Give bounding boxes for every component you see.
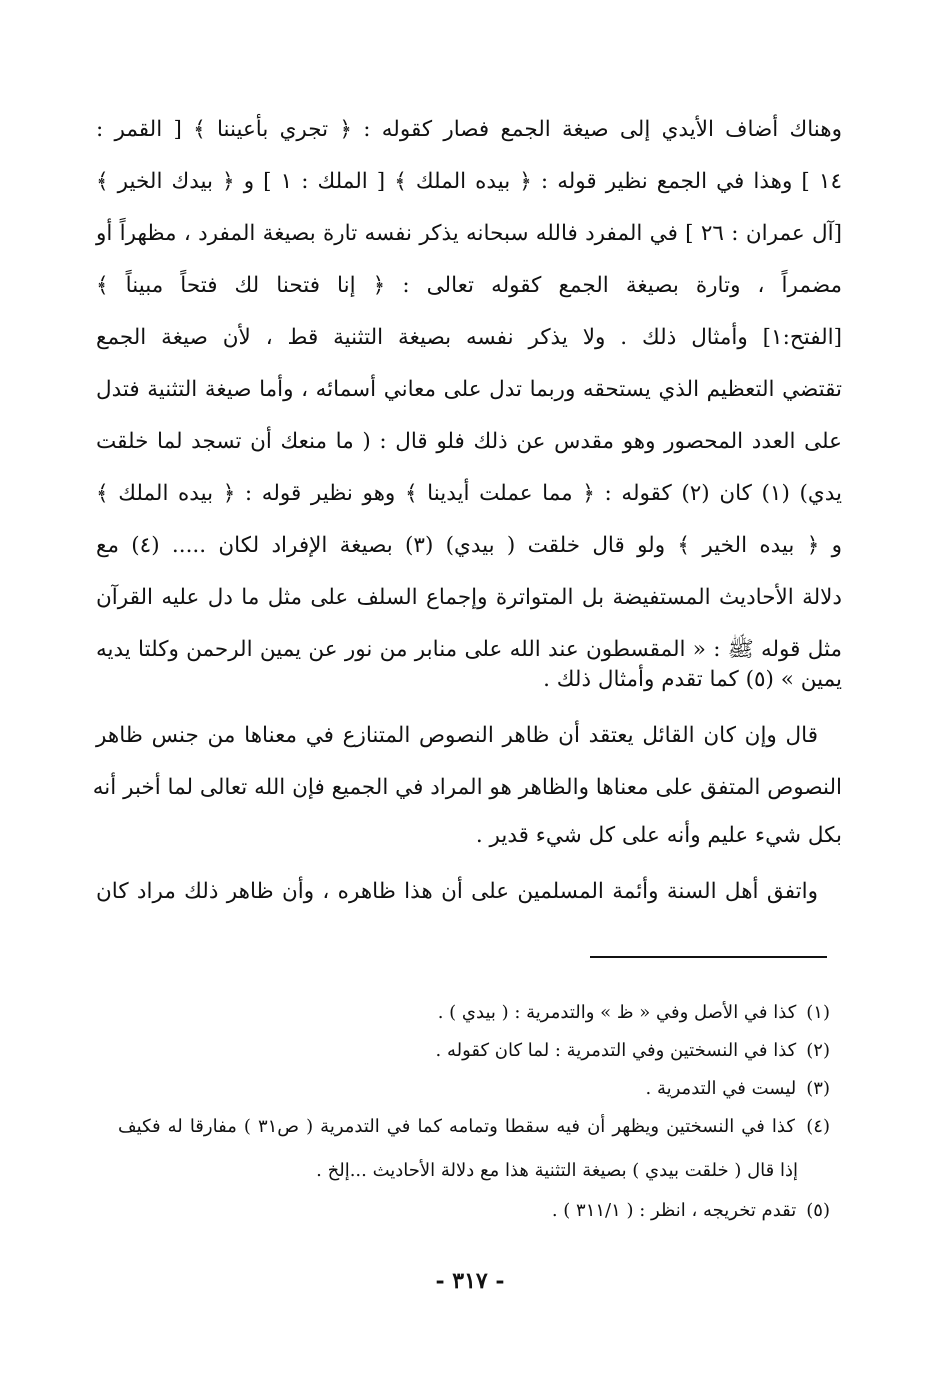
footnote	[118, 1034, 830, 1068]
text-line: واتفق أهل السنة وأئمة المسلمين على أن هذا ظاهره ، وأن ظاهر ذلك مراد كان	[96, 879, 818, 904]
footnote-divider	[590, 956, 827, 958]
footnote-number: (٤)	[806, 1116, 830, 1137]
text-line: وهناك أضاف الأيدي إلى صيغة الجمع فصار كقوله : ﴿ تجري بأعيننا ﴾ [ القمر :	[96, 117, 842, 142]
footnote-continuation: إذا قال ( خلقت بيدي ) بصيغة التثنية هذا مع دلالة الأحاديث ...إلخ .	[316, 1160, 798, 1181]
footnote-text: تقدم تخريجه ، انظر : ( ٣١١/١ ) .	[551, 1200, 797, 1221]
footnote-text: كذا في النسختين ويظهر أن فيه سقطا وتمامه كما في التدمرية ( ص٣١ ) مفارقا له فكيف	[118, 1116, 795, 1137]
footnote	[118, 1072, 830, 1106]
footnote-text: ليست في التدمرية .	[645, 1078, 797, 1099]
footnote-number: (١)	[806, 1002, 830, 1023]
footnote-text: كذا في الأصل وفي « ظ » والتدمرية : ( بيدي ) .	[437, 1002, 797, 1023]
page-number: - ٣١٧ -	[435, 1268, 505, 1294]
text-line: بكل شيء عليم وأنه على كل شيء قدير .	[475, 823, 842, 848]
footnote-number: (٥)	[806, 1200, 830, 1221]
footnote	[118, 996, 830, 1030]
text-line: [الفتح:١] وأمثال ذلك . ولا يذكر نفسه بصيغة التثنية قط ، لأن صيغة الجمع	[96, 325, 842, 350]
text-line: مضمراً ، وتارة بصيغة الجمع كقوله تعالى : ﴿ إنا فتحنا لك فتحاً مبيناً ﴾	[96, 273, 842, 298]
footnote	[118, 1194, 830, 1228]
text-line: مثل قوله ﷺ : « المقسطون عند الله على منابر من نور عن يمين الرحمن وكلتا يديه	[96, 637, 842, 662]
footnote	[118, 1110, 830, 1144]
text-line: على العدد المحصور وهو مقدس عن ذلك فلو قال : ( ما منعك أن تسجد لما خلقت	[96, 429, 842, 454]
text-line: [آل عمران : ٢٦ ] في المفرد فالله سبحانه يذكر نفسه تارة بصيغة المفرد ، مظهراً أو	[96, 221, 842, 246]
text-line: النصوص المتفق على معناها والظاهر هو المراد في الجميع فإن الله تعالى لما أخبر أنه	[92, 775, 842, 800]
footnote-number: (٣)	[806, 1078, 830, 1099]
footnote-text: كذا في النسختين وفي التدمرية : لما كان كقوله .	[435, 1040, 797, 1061]
text-line: قال وإن كان القائل يعتقد أن ظاهر النصوص المتنازع في معناها من جنس ظاهر	[96, 723, 818, 748]
text-line: و ﴿ بيده الخير ﴾ ولو قال خلقت ( بيدي) (٣) بصيغة الإفراد لكان ..... (٤) مع	[96, 533, 842, 558]
text-line: ١٤ ] وهذا في الجمع نظير قوله : ﴿ بيده الملك ﴾ [ الملك : ١ ] و ﴿ بيدك الخير ﴾	[96, 169, 842, 194]
text-line: يدي) (١) كان (٢) كقوله : ﴿ مما عملت أيدينا ﴾ وهو نظير قوله : ﴿ بيده الملك ﴾	[96, 481, 842, 506]
footnote-number: (٢)	[806, 1040, 830, 1061]
text-line: تقتضي التعظيم الذي يستحقه وربما تدل على معاني أسمائه ، وأما صيغة التثنية فتدل	[96, 377, 842, 402]
text-line: دلالة الأحاديث المستفيضة بل المتواترة وإجماع السلف على مثل ما دل عليه القرآن	[96, 585, 842, 610]
text-line: يمين » (٥) كما تقدم وأمثال ذلك .	[543, 667, 842, 692]
